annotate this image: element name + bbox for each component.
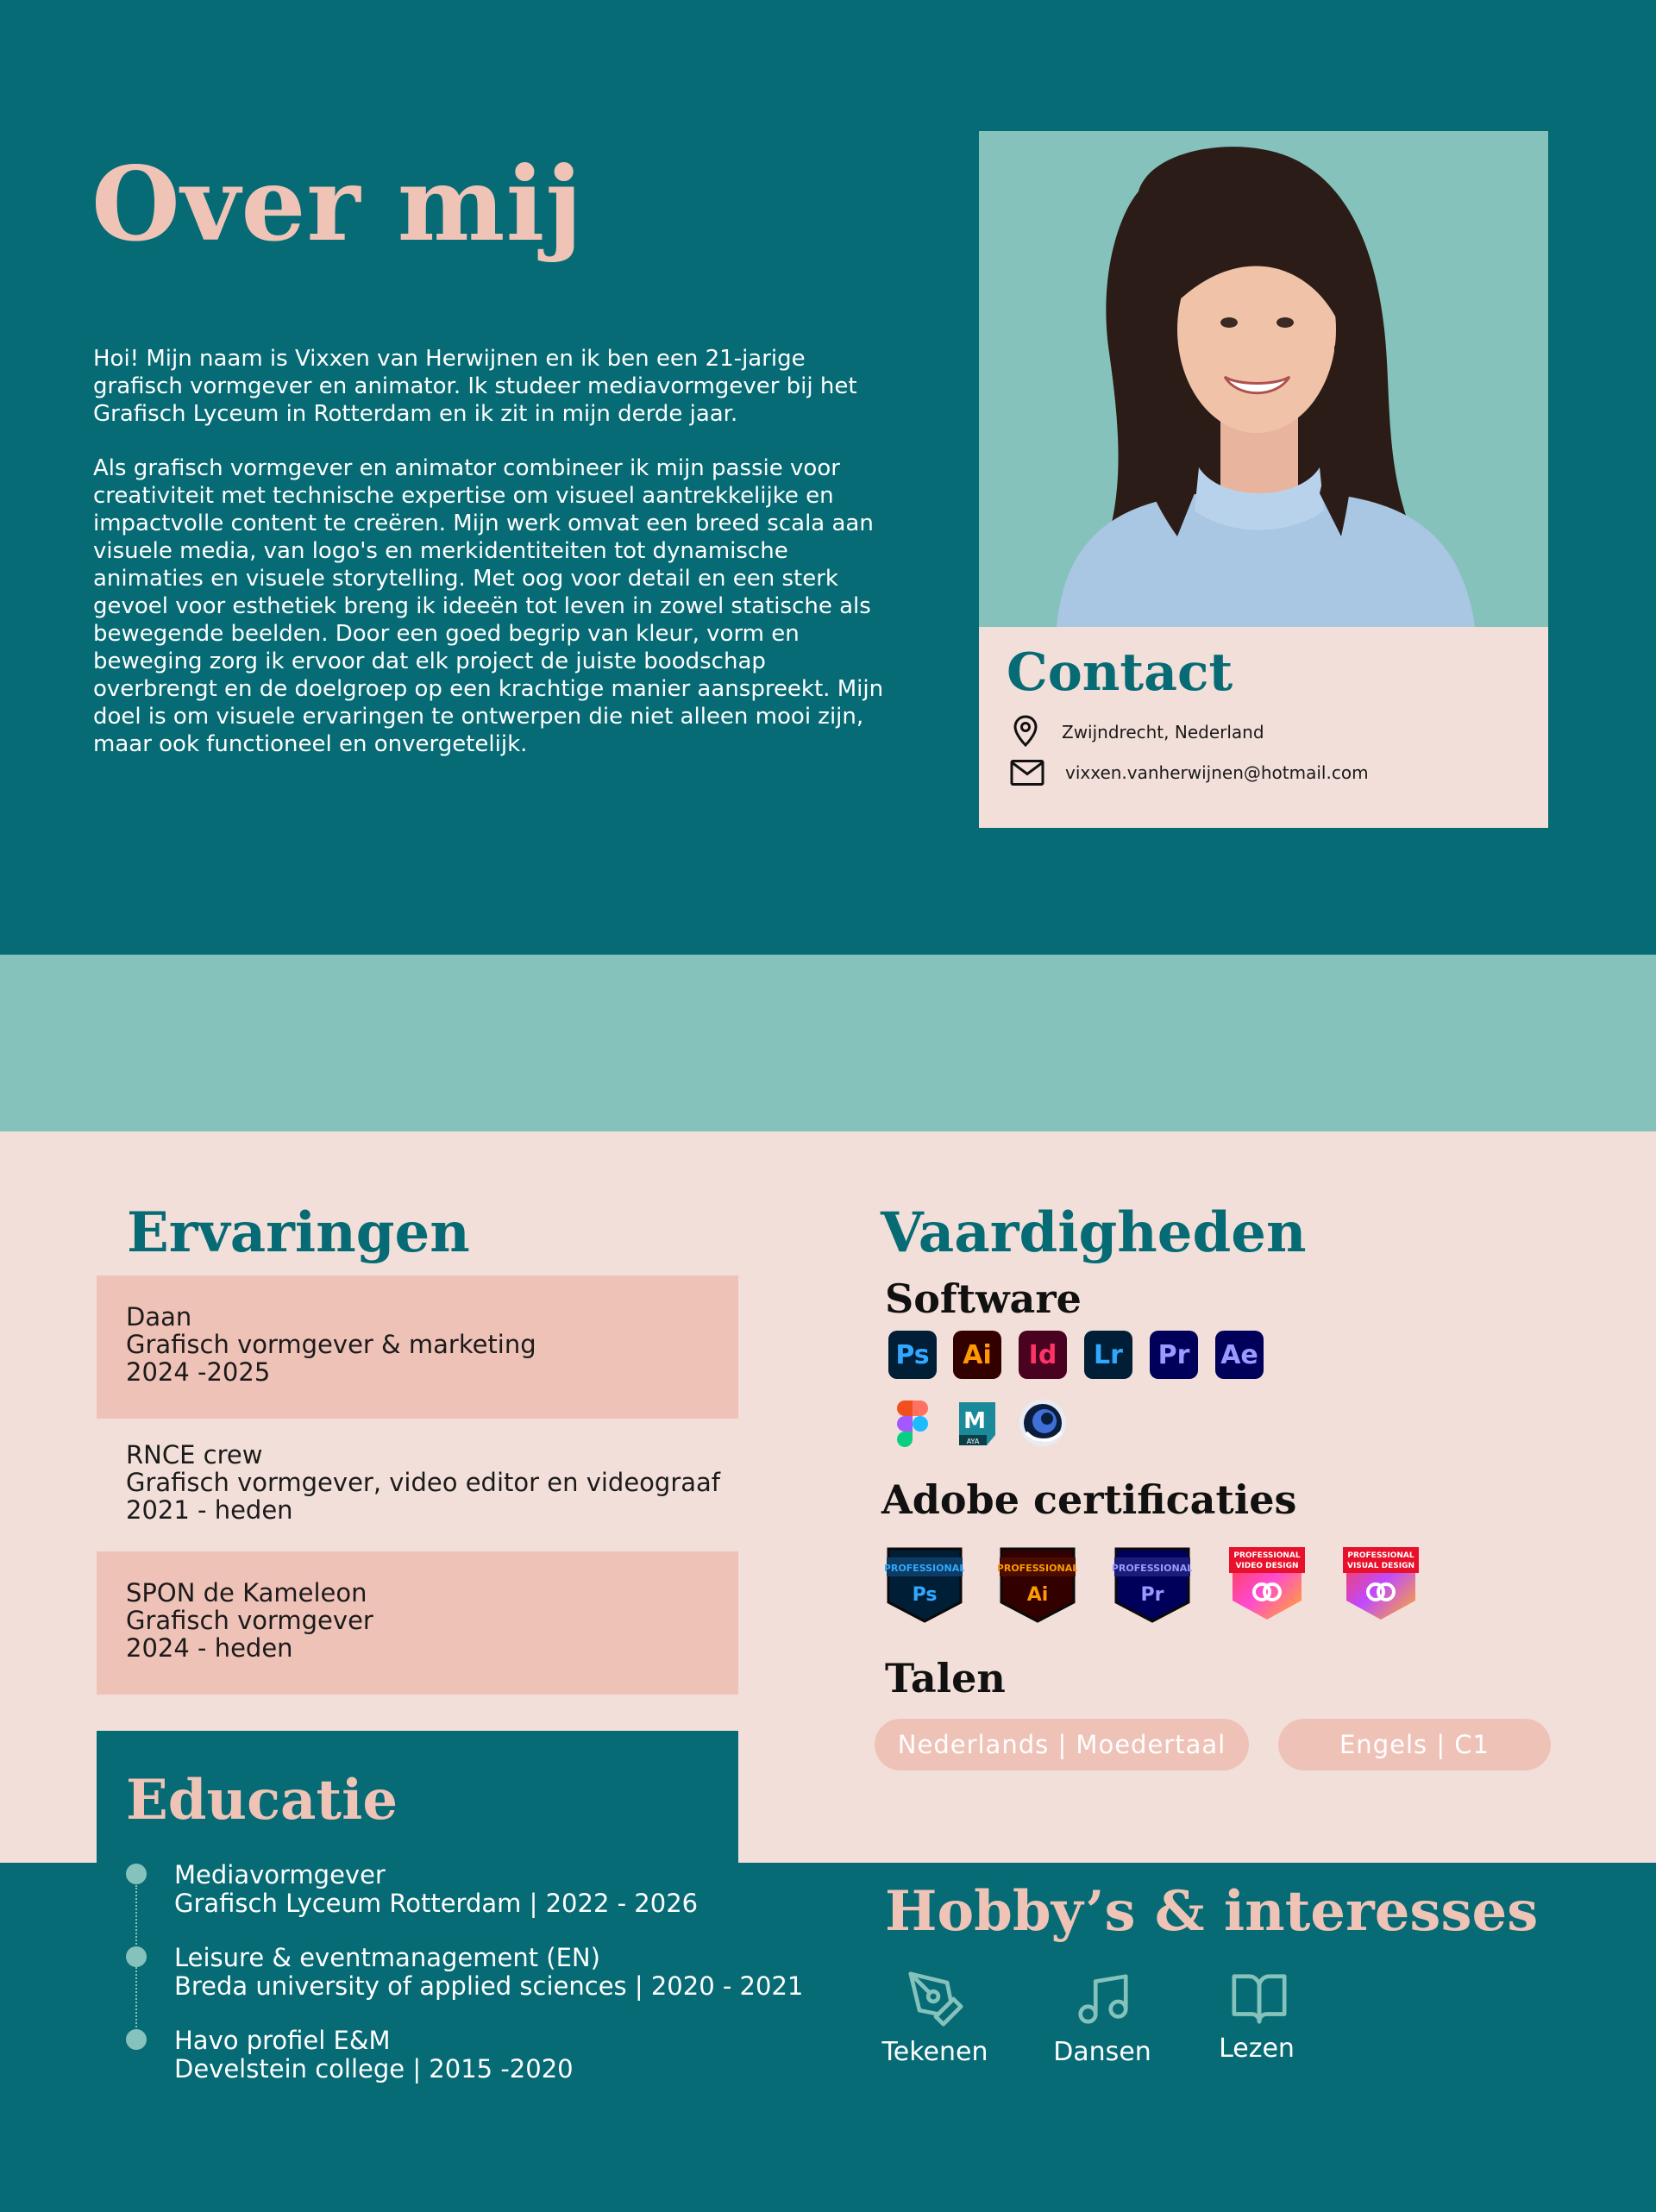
job-item	[97, 1275, 738, 1419]
language-pill-dutch: Nederlands | Moedertaal	[875, 1719, 1249, 1770]
svg-text:Pr: Pr	[1140, 1584, 1164, 1606]
photoshop-badge-icon	[885, 1545, 964, 1629]
premiere-badge-icon	[1113, 1545, 1192, 1629]
certifications-title: Adobe certificaties	[881, 1476, 1297, 1523]
education-detail: Breda university of applied sciences | 2020 - 2021	[174, 1971, 804, 2001]
about-title: Over mij	[91, 144, 584, 264]
education-item	[174, 1944, 803, 2001]
education-name: Havo profiel E&M	[174, 2026, 391, 2055]
profile-photo	[979, 131, 1548, 627]
svg-text:VISUAL DESIGN: VISUAL DESIGN	[1346, 1562, 1415, 1570]
maya-icon	[956, 1401, 999, 1447]
contact-card	[979, 627, 1548, 828]
svg-text:PROFESSIONAL: PROFESSIONAL	[998, 1563, 1077, 1574]
svg-text:PROFESSIONAL: PROFESSIONAL	[1113, 1563, 1192, 1574]
hobbies-title: Hobby’s & interesses	[885, 1879, 1539, 1944]
education-title: Educatie	[126, 1768, 398, 1833]
photoshop-icon: Ps	[888, 1331, 937, 1379]
about-intro-paragraph: Hoi! Mijn naam is Vixxen van Herwijnen en ik ben een 21-jarige grafisch vormgever en animator. Ik studeer mediavormgever bij het Grafisch Lyceum in Rotterdam en ik zit in mijn derde jaar.	[93, 346, 857, 427]
svg-text:Ai: Ai	[1026, 1584, 1049, 1606]
languages-title: Talen	[885, 1655, 1006, 1701]
education-item	[174, 1861, 698, 1918]
indesign-icon: Id	[1019, 1331, 1067, 1379]
job-period: 2024 - heden	[126, 1633, 293, 1663]
contact-location-text: Zwijndrecht, Nederland	[1062, 722, 1264, 743]
after-effects-icon: Ae	[1215, 1331, 1264, 1379]
hobby-label-drawing: Tekenen	[881, 2037, 988, 2067]
education-name: Leisure & eventmanagement (EN)	[174, 1943, 600, 1972]
video-design-badge-icon	[1227, 1542, 1307, 1629]
education-detail: Develstein college | 2015 -2020	[174, 2054, 574, 2084]
job-role: Grafisch vormgever, video editor en videograaf	[126, 1468, 720, 1497]
svg-text:PROFESSIONAL: PROFESSIONAL	[885, 1563, 964, 1574]
figma-icon	[897, 1401, 928, 1447]
cinema4d-icon	[1018, 1398, 1068, 1448]
pen-tool-icon	[906, 1969, 966, 2029]
contact-location	[1010, 715, 1264, 749]
visual-design-badge-icon	[1341, 1542, 1421, 1629]
job-role: Grafisch vormgever & marketing	[126, 1330, 536, 1359]
lightroom-icon: Lr	[1084, 1331, 1132, 1379]
svg-text:Ps: Ps	[912, 1584, 938, 1606]
education-detail: Grafisch Lyceum Rotterdam | 2022 - 2026	[174, 1889, 699, 1918]
software-title: Software	[885, 1275, 1082, 1322]
music-note-icon	[1073, 1969, 1133, 2029]
svg-text:PROFESSIONAL: PROFESSIONAL	[1233, 1551, 1301, 1560]
contact-email-text[interactable]: vixxen.vanherwijnen@hotmail.com	[1065, 762, 1369, 783]
timeline-dot	[126, 2029, 147, 2050]
illustrator-icon: Ai	[953, 1331, 1001, 1379]
hobby-label-dancing: Dansen	[1053, 2037, 1151, 2067]
job-period: 2021 - heden	[126, 1495, 293, 1525]
illustrator-badge-icon	[998, 1545, 1077, 1629]
hobby-label-reading: Lezen	[1219, 2033, 1295, 2064]
contact-email[interactable]	[1010, 755, 1369, 790]
portrait-illustration	[979, 131, 1548, 627]
job-period: 2024 -2025	[126, 1357, 271, 1387]
job-company: RNCE crew	[126, 1440, 263, 1469]
language-pill-english: Engels | C1	[1278, 1719, 1551, 1770]
premiere-icon: Pr	[1150, 1331, 1198, 1379]
mint-band	[0, 955, 1656, 1131]
job-role: Grafisch vormgever	[126, 1606, 373, 1635]
mail-icon	[1010, 760, 1044, 786]
book-icon	[1229, 1969, 1289, 2029]
about-body-paragraph: Als grafisch vormgever en animator combineer ik mijn passie voor creativiteit met technische expertise om visueel aantrekkelijke en impactvolle content te creëren. Mijn werk omvat een breed scala aan visuele media, van logo's en merkidentiteiten tot dynamische animaties en visuele storytelling. Met oog voor detail en een sterk gevoel voor esthetiek breng ik ideeën tot leven in zowel statische als bewegende beelden. Door een goed begrip van kleur, vorm en beweging zorg ik ervoor dat elk project de juiste boodschap overbrengt en de doelgroep op een krachtige manier aanspreekt. Mijn doel is om visuele ervaringen te ontwerpen die niet alleen mooi zijn, maar ook functioneel en onvergetelijk.	[93, 455, 884, 757]
job-item	[97, 1413, 738, 1557]
timeline-dot	[126, 1946, 147, 1967]
education-name: Mediavormgever	[174, 1860, 386, 1889]
timeline-dot	[126, 1864, 147, 1884]
job-item	[97, 1551, 738, 1695]
skills-title: Vaardigheden	[881, 1200, 1307, 1265]
education-item	[174, 2027, 574, 2084]
svg-text:VIDEO DESIGN: VIDEO DESIGN	[1235, 1562, 1299, 1570]
svg-text:M: M	[963, 1408, 986, 1434]
map-pin-icon	[1010, 715, 1041, 749]
contact-title: Contact	[1007, 642, 1233, 703]
job-company: SPON de Kameleon	[126, 1578, 367, 1607]
svg-text:AYA: AYA	[966, 1438, 980, 1445]
job-company: Daan	[126, 1302, 192, 1332]
experience-title: Ervaringen	[127, 1200, 470, 1265]
svg-text:PROFESSIONAL: PROFESSIONAL	[1347, 1551, 1414, 1560]
